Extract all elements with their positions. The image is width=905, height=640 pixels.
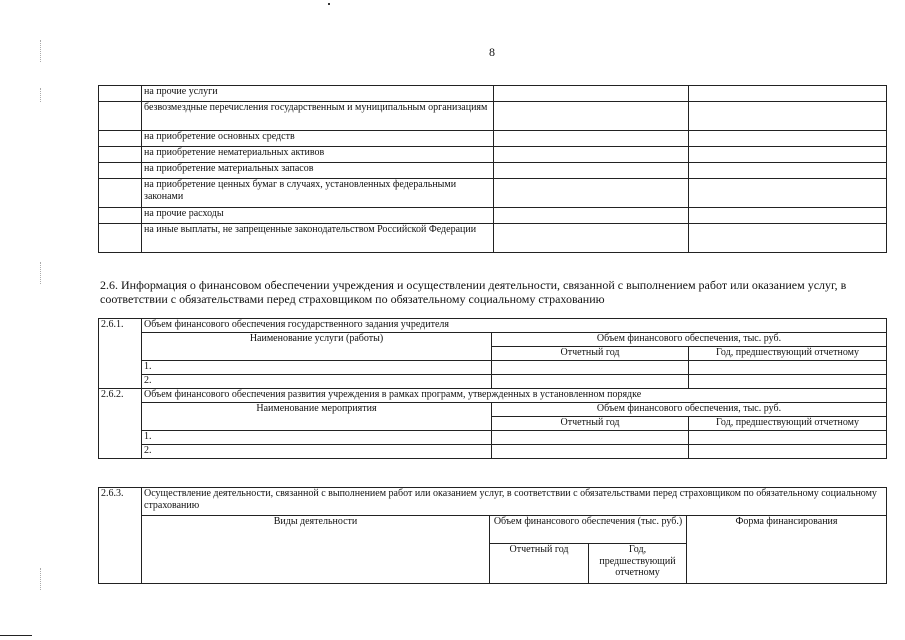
name-header: Наименование услуги (работы) xyxy=(142,333,492,361)
row-label: безвозмездные перечисления государственным и муниципальным организациям xyxy=(142,102,494,131)
col-reporting-year: Отчетный год xyxy=(490,544,589,584)
row-label: на прочие расходы xyxy=(142,208,494,224)
activity-header: Виды деятельности xyxy=(142,516,490,584)
gutter-mark xyxy=(40,88,42,102)
row-label: на приобретение нематериальных активов xyxy=(142,147,494,163)
col-previous-year: Год, предшествующий отчетному xyxy=(589,544,687,584)
volume-header: Объем финансового обеспечения (тыс. руб.) xyxy=(490,516,687,544)
section-title: Объем финансового обеспечения развития учреждения в рамках программ, утвержденных в установленном порядке xyxy=(142,389,887,403)
row-number: 1. xyxy=(142,431,492,445)
table-row xyxy=(99,375,887,389)
row-number: 2. xyxy=(142,445,492,459)
section-title: Объем финансового обеспечения государственного задания учредителя xyxy=(142,319,887,333)
row-label: на иные выплаты, не запрещенные законодательством Российской Федерации xyxy=(142,224,494,253)
form-header: Форма финансирования xyxy=(687,516,887,584)
table-row xyxy=(99,445,887,459)
financing-table xyxy=(98,318,887,459)
table-row xyxy=(99,224,887,253)
table-row xyxy=(99,86,887,102)
table-row xyxy=(99,516,887,544)
row-label: на приобретение ценных бумаг в случаях, установленных федеральными законами xyxy=(142,179,494,208)
insurance-activity-table xyxy=(98,487,887,584)
gutter-mark xyxy=(40,262,42,284)
table-row xyxy=(99,431,887,445)
expenses-table xyxy=(98,85,887,253)
col-reporting-year: Отчетный год xyxy=(492,417,689,431)
gutter-mark xyxy=(40,568,42,590)
section-title: Осуществление деятельности, связанной с выполнением работ или оказанием услуг, в соответствии с обязательствами перед страховщиком по обязательному социальному страхованию xyxy=(142,488,887,516)
table-row xyxy=(99,147,887,163)
section-number: 2.6.2. xyxy=(99,389,142,459)
table-row xyxy=(99,333,887,347)
col-previous-year: Год, предшествующий отчетному xyxy=(689,347,887,361)
table-row xyxy=(99,179,887,208)
row-label: на прочие услуги xyxy=(142,86,494,102)
scan-mark xyxy=(0,635,32,636)
volume-header: Объем финансового обеспечения, тыс. руб. xyxy=(492,403,887,417)
volume-header: Объем финансового обеспечения, тыс. руб. xyxy=(492,333,887,347)
row-number: 1. xyxy=(142,361,492,375)
name-header: Наименование мероприятия xyxy=(142,403,492,431)
row-number: 2. xyxy=(142,375,492,389)
table-row xyxy=(99,488,887,516)
section-heading: 2.6. Информация о финансовом обеспечении учреждения и осуществлении деятельности, связанной с выполнением работ или оказанием услуг, в соответствии с обязательствами перед страховщиком по обязательному социальному страхованию xyxy=(100,278,847,307)
section-number: 2.6.3. xyxy=(99,488,142,584)
section-number: 2.6.1. xyxy=(99,319,142,389)
scan-dot xyxy=(328,3,330,5)
row-label: на приобретение материальных запасов xyxy=(142,163,494,179)
table-row xyxy=(99,208,887,224)
table-row xyxy=(99,361,887,375)
table-row xyxy=(99,102,887,131)
table-row xyxy=(99,389,887,403)
row-label: на приобретение основных средств xyxy=(142,131,494,147)
table-row xyxy=(99,131,887,147)
table-row xyxy=(99,163,887,179)
col-previous-year: Год, предшествующий отчетному xyxy=(689,417,887,431)
col-reporting-year: Отчетный год xyxy=(492,347,689,361)
table-row xyxy=(99,403,887,417)
table-row xyxy=(99,319,887,333)
gutter-mark xyxy=(40,40,42,62)
page-number: 8 xyxy=(489,45,495,59)
